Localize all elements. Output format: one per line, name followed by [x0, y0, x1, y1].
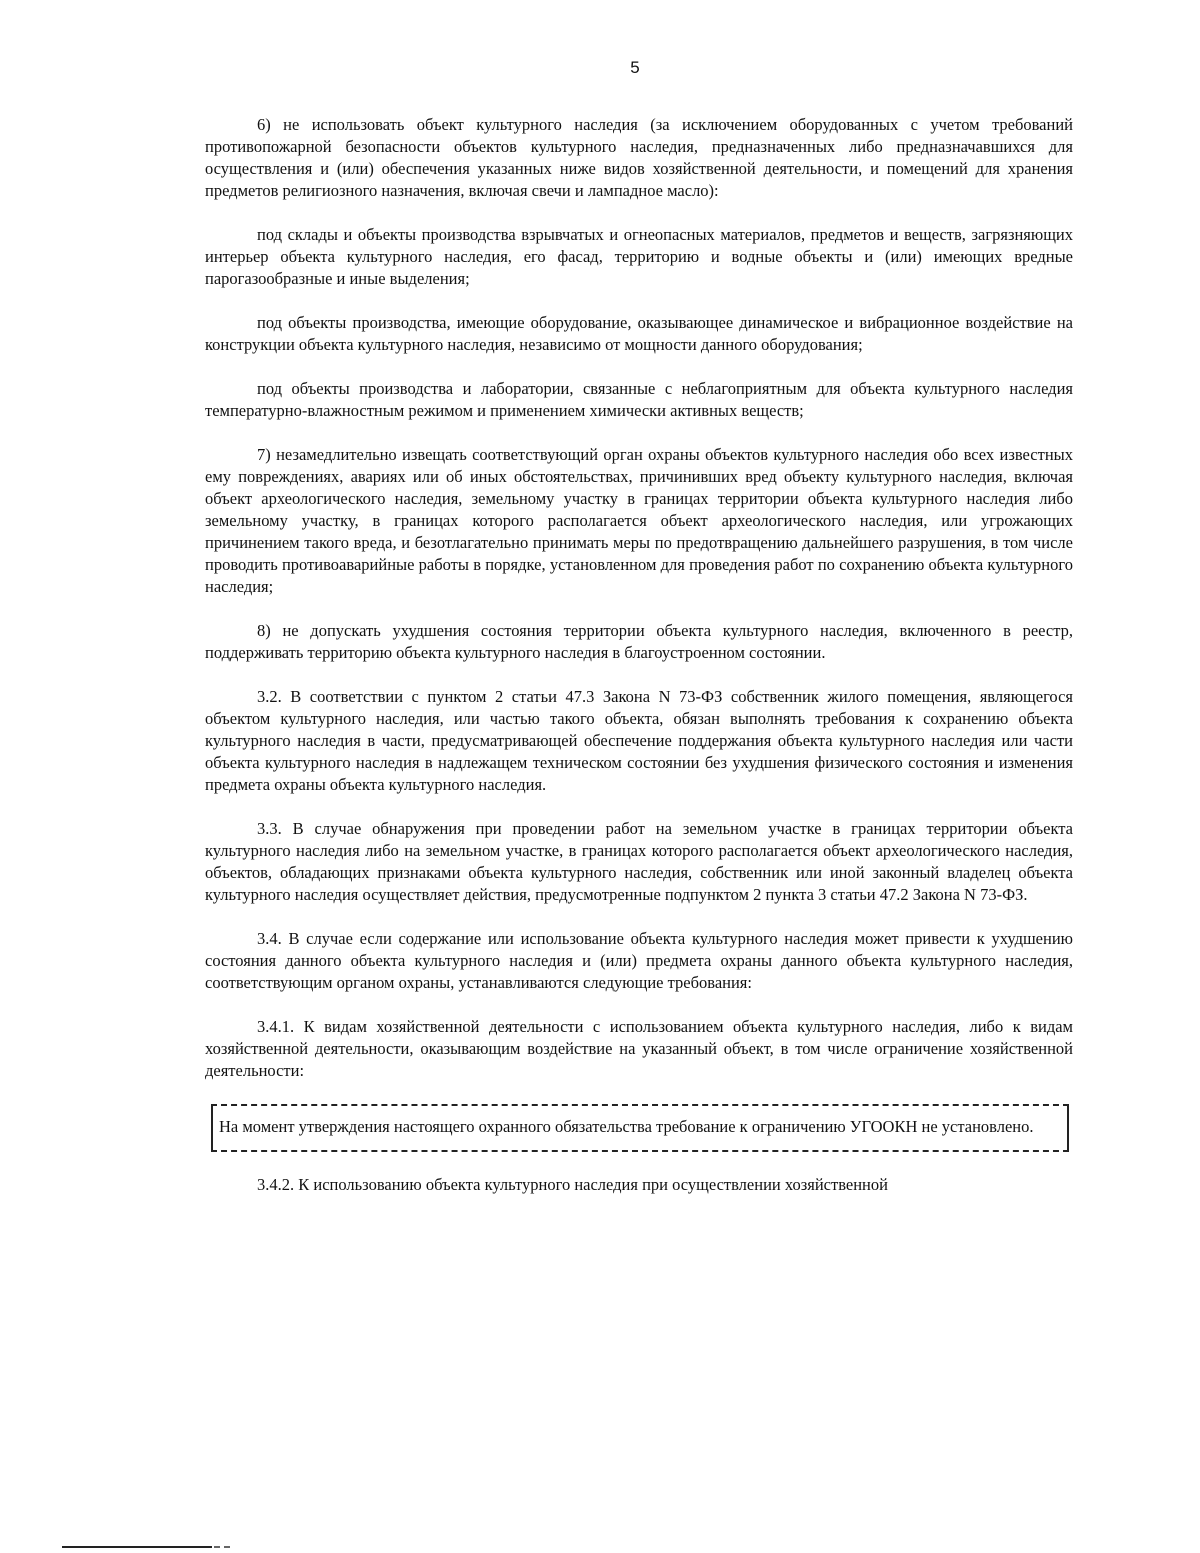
- paragraph-item-6: 6) не использовать объект культурного наследия (за исключением оборудованных с учетом требований противопожарной безопасности объектов культурного наследия, предназначенных либо предназначавшихся для осуществления и (или) обеспечения указанных ниже видов хозяйственной деятельности, и помещений для хранения предметов религиозного назначения, включая свечи и лампадное масло):: [205, 115, 1073, 200]
- notice-text: На момент утверждения настоящего охранного обязательства требование к ограничению УГООКН не установлено.: [219, 1117, 1034, 1136]
- paragraph-3-2: 3.2. В соответствии с пунктом 2 статьи 47.3 Закона N 73-ФЗ собственник жилого помещения, являющегося объектом культурного наследия, или частью такого объекта, обязан выполнять требования к сохранению объекта культурного наследия в части, предусматривающей обеспечение поддержания объекта культурного наследия или части объекта культурного наследия в надлежащем техническом состоянии без ухудшения физического состояния и изменения предмета охраны объекта культурного наследия.: [205, 687, 1073, 794]
- paragraph-item-7: 7) незамедлительно извещать соответствующий орган охраны объектов культурного наследия обо всех известных ему повреждениях, авариях или об иных обстоятельствах, причинивших вред объекту культурного наследия, включая объект археологического наследия, земельному участку в границах территории объекта культурного наследия либо земельному участку, в границах которого располагается объект археологического наследия, или угрожающих причинением такого вреда, и безотлагательно принимать меры по предотвращению дальнейшего разрушения, в том числе проводить противоаварийные работы в порядке, установленном для проведения работ по сохранению объекта культурного наследия;: [205, 445, 1073, 596]
- paragraph-3-4: 3.4. В случае если содержание или использование объекта культурного наследия может привести к ухудшению состояния данного объекта культурного наследия и (или) предмета охраны данного объекта культурного наследия, соответствующим органом охраны, устанавливаются следующие требования:: [205, 929, 1073, 992]
- paragraph-3-4-2: 3.4.2. К использованию объекта культурного наследия при осуществлении хозяйственной: [257, 1175, 888, 1194]
- document-body: [205, 114, 1073, 1196]
- paragraph-item-8: 8) не допускать ухудшения состояния территории объекта культурного наследия, включенного в реестр, поддерживать территорию объекта культурного наследия в благоустроенном состоянии.: [205, 621, 1073, 662]
- paragraph-laboratories: под объекты производства и лаборатории, связанные с неблагоприятным для объекта культурного наследия температурно-влажностным режимом и применением химически активных веществ;: [205, 379, 1073, 420]
- footer-rule-dash: [214, 1546, 230, 1548]
- paragraph-3-4-1: 3.4.1. К видам хозяйственной деятельности с использованием объекта культурного наследия, либо к видам хозяйственной деятельности, оказывающим воздействие на указанный объект, в том числе ограничение хозяйственной деятельности:: [205, 1017, 1073, 1080]
- paragraph-production-equipment: под объекты производства, имеющие оборудование, оказывающее динамическое и вибрационное воздействие на конструкции объекта культурного наследия, независимо от мощности данного оборудования;: [205, 313, 1073, 354]
- paragraph-warehouses: под склады и объекты производства взрывчатых и огнеопасных материалов, предметов и веществ, загрязняющих интерьер объекта культурного наследия, его фасад, территорию и водные объекты и (или) имеющих вредные парогазообразные и иные выделения;: [205, 225, 1073, 288]
- page-number: 5: [630, 58, 640, 77]
- notice-box: [211, 1104, 1069, 1152]
- paragraph-3-3: 3.3. В случае обнаружения при проведении работ на земельном участке в границах территории объекта культурного наследия либо на земельном участке, в границах которого располагается объект археологического наследия, объектов, обладающих признаками объекта культурного наследия, собственник или иной законный владелец объекта культурного наследия осуществляет действия, предусмотренные подпунктом 2 пункта 3 статьи 47.2 Закона N 73-ФЗ.: [205, 819, 1073, 904]
- footer-rule: [62, 1546, 212, 1548]
